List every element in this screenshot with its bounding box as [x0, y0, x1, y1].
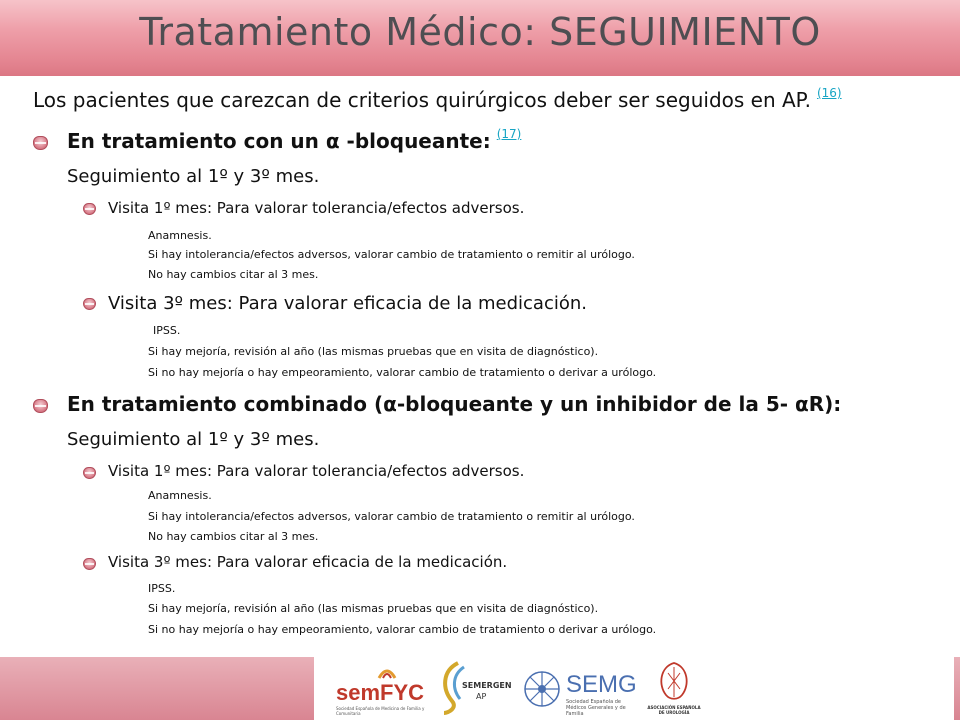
semergen-logo — [436, 659, 516, 717]
logo-strip — [314, 657, 954, 720]
section1-visit1-item: Anamnesis. — [148, 229, 212, 242]
semg-subtitle: Sociedad Española de Médicos Generales y de Familia — [566, 699, 626, 717]
section1-heading: En tratamiento con un α -bloqueante: — [67, 129, 491, 153]
section1-visit3-item: IPSS. — [153, 324, 181, 337]
section2-visit3-bullet-icon — [83, 558, 96, 570]
semg-name: SEMG — [566, 671, 637, 698]
intro-text: Los pacientes que carezcan de criterios quirúrgicos deber ser seguidos en AP. — [33, 88, 811, 112]
semg-emblem-icon — [522, 669, 562, 709]
section1-visit1-bullet-icon — [83, 203, 96, 215]
section1-visit3-bullet-icon — [83, 298, 96, 310]
section1-visit3-label: Visita 3º mes: Para valorar eficacia de la medicación. — [108, 293, 587, 314]
semergen-suffix: AP — [476, 692, 487, 701]
section2-visit1-bullet-icon — [83, 467, 96, 479]
page-title: Tratamiento Médico: SEGUIMIENTO — [139, 10, 821, 54]
section1-heading-line — [67, 129, 521, 153]
aeu-name: ASOCIACIÓN ESPAÑOLA DE UROLOGÍA — [647, 705, 701, 715]
section2-visit1-label: Visita 1º mes: Para valorar tolerancia/efectos adversos. — [108, 462, 525, 480]
aeu-logo — [644, 659, 704, 717]
section1-visit3-item: Si no hay mejoría o hay empeoramiento, valorar cambio de tratamiento o derivar a urólogo. — [148, 366, 657, 379]
semergen-name: SEMERGEN — [462, 681, 512, 690]
aeu-emblem-icon — [652, 659, 696, 705]
section1-follow-up: Seguimiento al 1º y 3º mes. — [67, 166, 320, 187]
section2-heading: En tratamiento combinado (α-bloqueante y un inhibidor de la 5- αR): — [67, 392, 842, 416]
section1-visit1-label: Visita 1º mes: Para valorar tolerancia/efectos adversos. — [108, 199, 525, 217]
section2-bullet-icon — [33, 399, 48, 413]
section2-visit1-item: Anamnesis. — [148, 489, 212, 502]
semfyc-logo — [332, 661, 442, 717]
intro-reference-link[interactable]: (16) — [816, 86, 842, 100]
section2-visit3-item: Si hay mejoría, revisión al año (las mismas pruebas que en visita de diagnóstico). — [148, 602, 599, 615]
section1-visit1-item: No hay cambios citar al 3 mes. — [148, 268, 319, 281]
semfyc-emblem-icon — [376, 663, 398, 681]
section2-visit1-item: Si hay intolerancia/efectos adversos, valorar cambio de tratamiento o remitir al urólogo. — [148, 510, 635, 523]
section2-visit3-item: Si no hay mejoría o hay empeoramiento, valorar cambio de tratamiento o derivar a urólogo. — [148, 623, 657, 636]
section2-visit3-label: Visita 3º mes: Para valorar eficacia de la medicación. — [108, 553, 508, 571]
semfyc-name: semFYC — [336, 680, 425, 705]
section1-bullet-icon — [33, 136, 48, 150]
section1-visit3-item: Si hay mejoría, revisión al año (las mismas pruebas que en visita de diagnóstico). — [148, 345, 599, 358]
section2-visit1-item: No hay cambios citar al 3 mes. — [148, 530, 319, 543]
semfyc-subtitle: Sociedad Española de Medicina de Familia y Comunitaria — [336, 706, 425, 716]
section1-reference-link[interactable]: (17) — [496, 127, 522, 141]
section2-visit3-item: IPSS. — [148, 582, 176, 595]
section1-visit1-item: Si hay intolerancia/efectos adversos, valorar cambio de tratamiento o remitir al urólogo. — [148, 248, 635, 261]
section2-follow-up: Seguimiento al 1º y 3º mes. — [67, 429, 320, 450]
intro-line — [33, 88, 842, 112]
semg-logo — [522, 661, 642, 717]
